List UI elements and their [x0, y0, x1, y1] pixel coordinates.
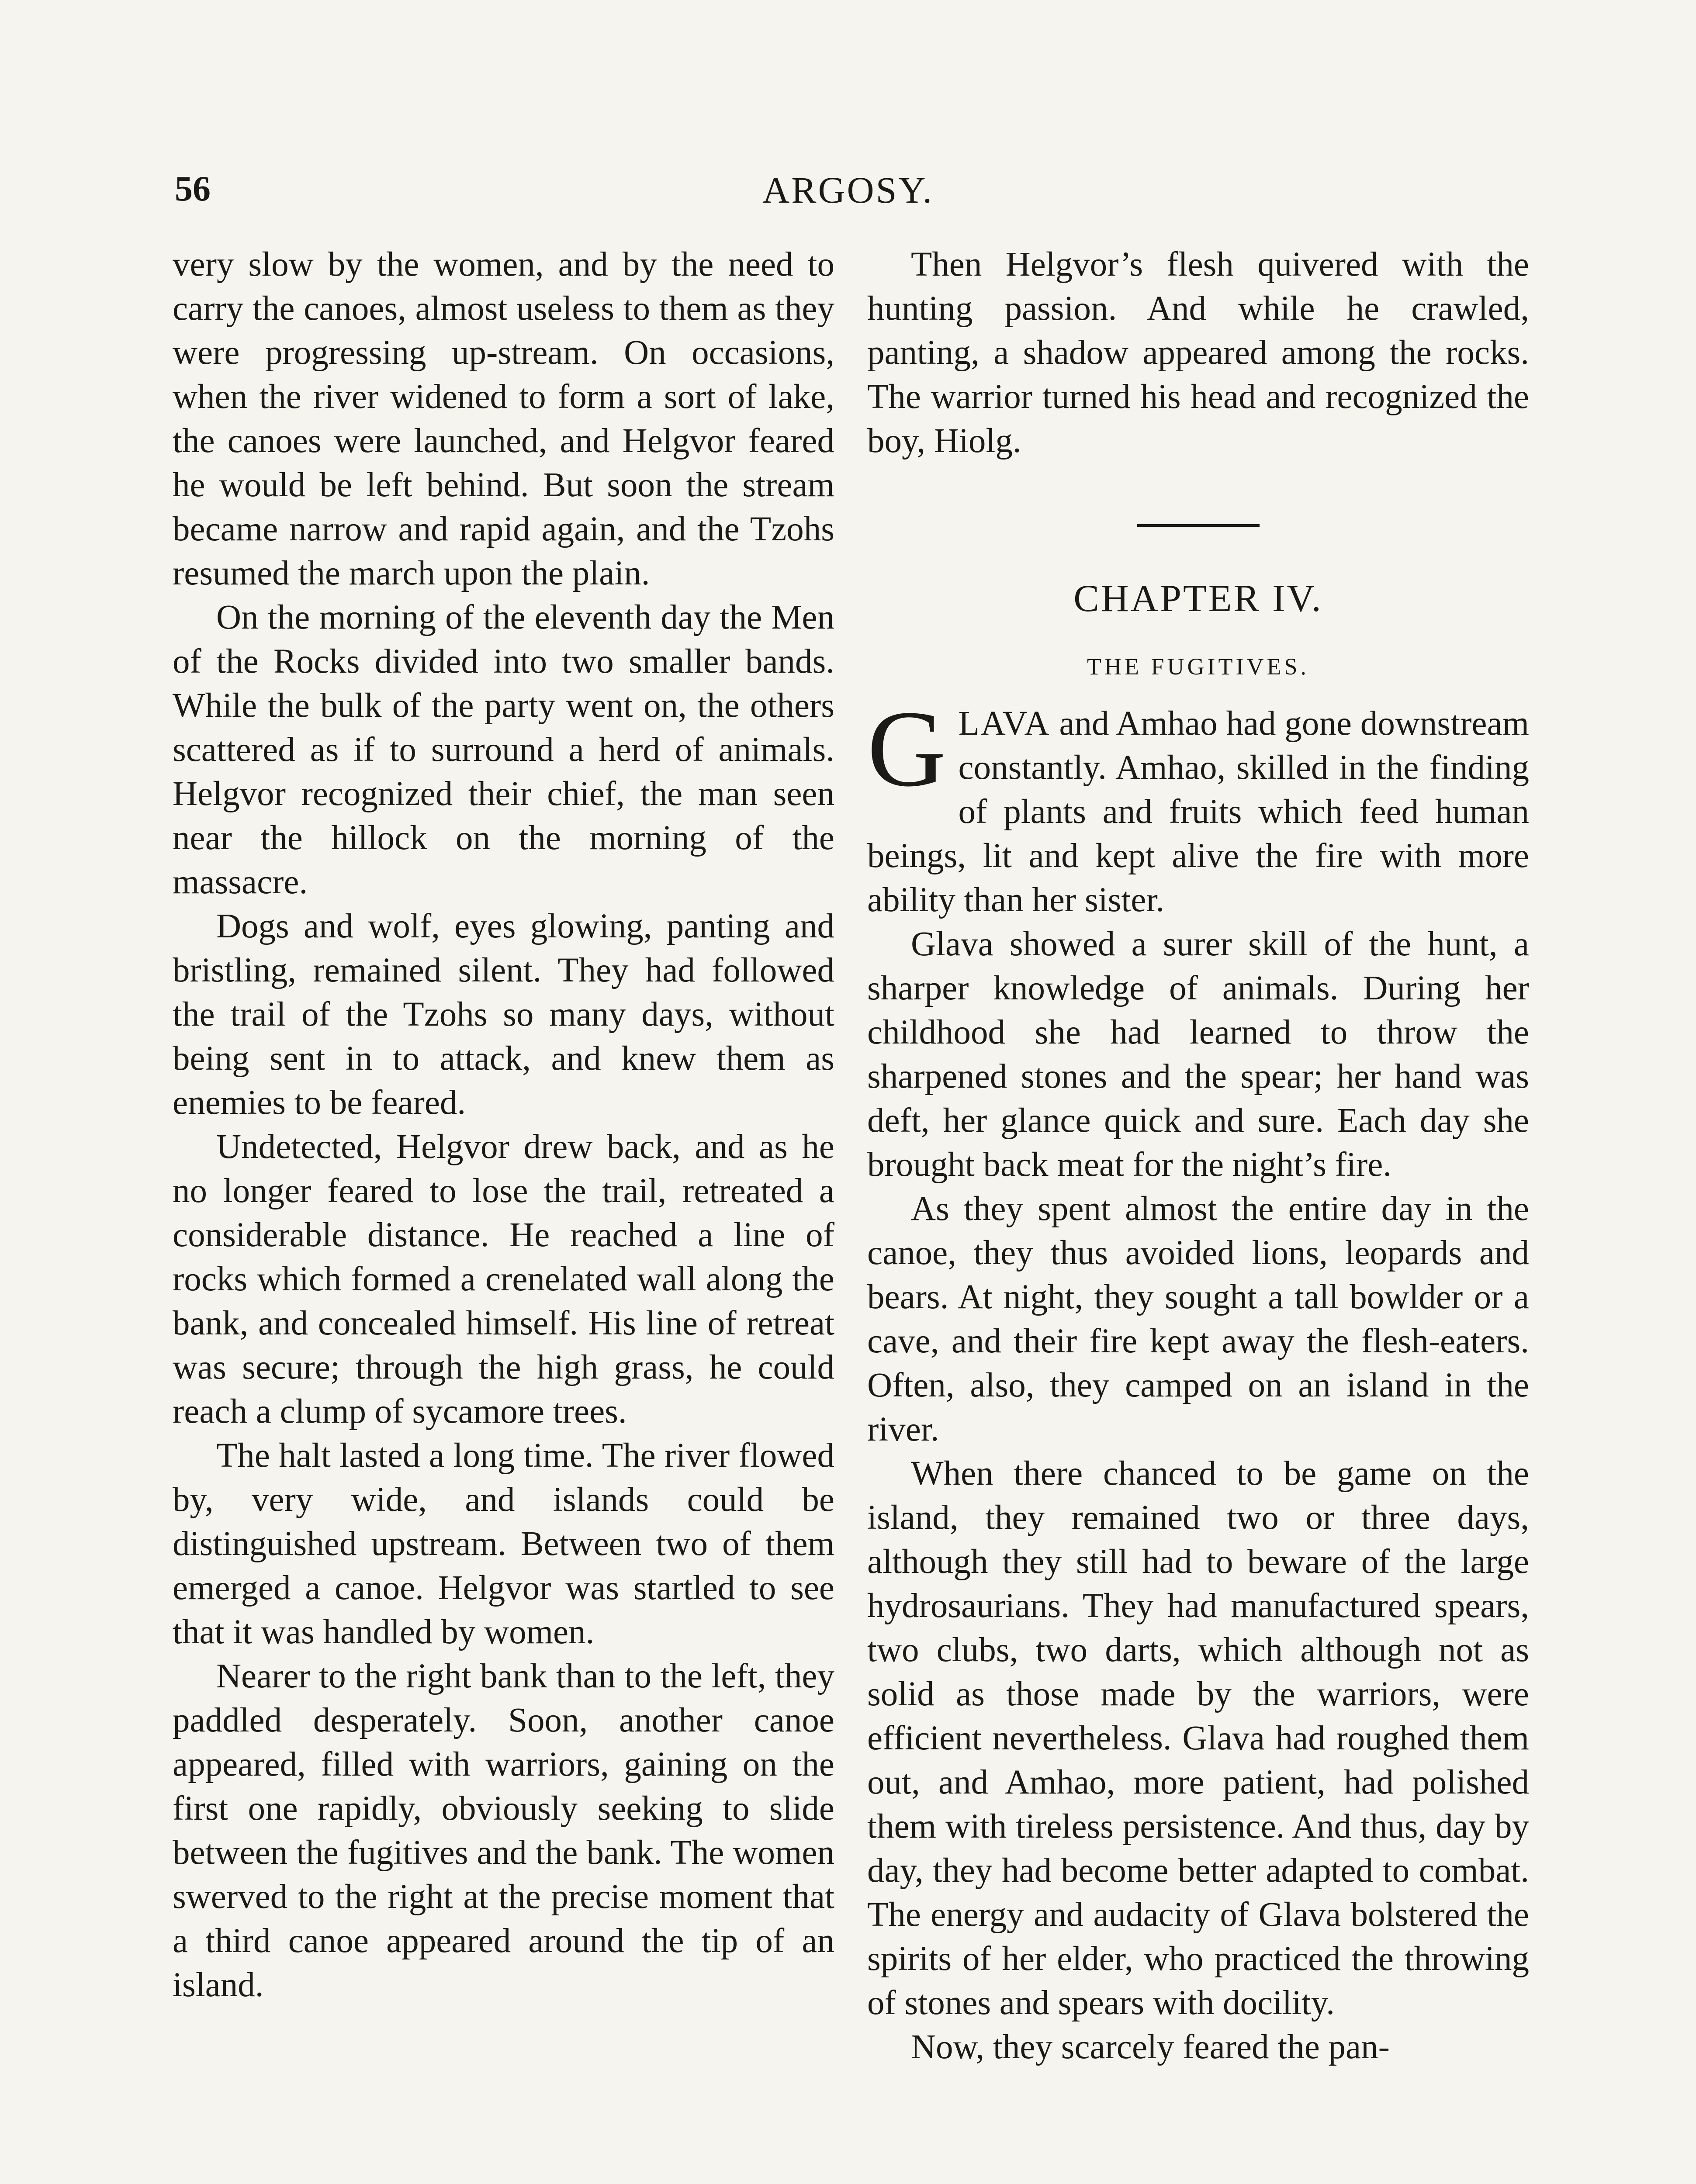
paragraph: Then Helgvor’s flesh quivered with the hunting passion. And while he crawled, panting, a shadow appeared among the rocks. The warrior turned his head and recognized the boy, Hiolg.	[867, 245, 1529, 460]
running-title: ARGOSY.	[762, 169, 934, 211]
left-column	[173, 242, 834, 2007]
right-column	[867, 242, 1529, 2069]
paragraph: Undetected, Helgvor drew back, and as he no longer feared to lose the trail, retreated a considerable distance. He reached a line of rocks which formed a crenelated wall along the bank, and concealed himself. His line of retreat was secure; through the high grass, he could reach a clump of sycamore trees.	[173, 1128, 834, 1431]
chapter-opening-paragraph	[867, 688, 1529, 922]
paragraph: Now, they scarcely feared the pan-	[911, 2028, 1390, 2066]
paragraph: Dogs and wolf, eyes glowing, panting and bristling, remained silent. They had followed the trail of the Tzohs so many days, without being sent in to attack, and knew them as enemies to be feared.	[173, 907, 834, 1122]
drop-cap: G	[867, 688, 946, 809]
paragraph: very slow by the women, and by the need to carry the canoes, almost useless to them as they were progressing up-stream. On occasions, when the river widened to form a sort of lake, the canoes were launched, and Helgvor feared he would be left behind. But soon the stream became narrow and rapid again, and the Tzohs resumed the march upon the plain.	[173, 245, 834, 592]
page-number: 56	[175, 169, 211, 208]
paragraph: When there chanced to be game on the island, they remained two or three days, although they still had to beware of the large hydrosaurians. They had manufactured spears, two clubs, two darts, which although not as solid as those made by the warriors, were efficient nevertheless. Glava had roughed them out, and Amhao, more patient, had polished them with tireless persistence. And thus, day by day, they had become better adapted to combat. The energy and audacity of Glava bolstered the spirits of her elder, who practiced the throwing of stones and spears with docility.	[867, 1455, 1529, 2022]
chapter-heading: CHAPTER IV.	[1073, 577, 1323, 620]
lead-in-caps: LAVA	[958, 705, 1051, 743]
section-divider	[1137, 524, 1260, 527]
paragraph-text: and Amhao had gone downstream constantly. Amhao, skilled in the finding of plants and fruits which feed human beings, lit and kept alive the fire with more ability than her sister.	[867, 705, 1529, 919]
paragraph: The halt lasted a long time. The river flowed by, very wide, and islands could be distinguished upstream. Between two of them emerged a canoe. Helgvor was startled to see that it was handled by women.	[173, 1437, 834, 1651]
chapter-subtitle: THE FUGITIVES.	[1087, 653, 1309, 680]
paragraph: Glava showed a surer skill of the hunt, a sharper knowledge of animals. During her childhood she had learned to throw the sharpened stones and the spear; her hand was deft, her glance quick and sure. Each day she brought back meat for the night’s fire.	[867, 925, 1529, 1184]
paragraph: On the morning of the eleventh day the Men of the Rocks divided into two smaller bands. While the bulk of the party went on, the others scattered as if to surround a herd of animals. Helgvor recognized their chief, the man seen near the hillock on the morning of the massacre.	[173, 598, 834, 901]
paragraph: Nearer to the right bank than to the left, they paddled desperately. Soon, another canoe appeared, filled with warriors, gaining on the first one rapidly, obviously seeking to slide between the fugitives and the bank. The women swerved to the right at the precise moment that a third canoe appeared around the tip of an island.	[173, 1657, 834, 2004]
paragraph: As they spent almost the entire day in the canoe, they thus avoided lions, leopards and bears. At night, they sought a tall bowlder or a cave, and their fire kept away the flesh-eaters. Often, also, they camped on an island in the river.	[867, 1190, 1529, 1448]
